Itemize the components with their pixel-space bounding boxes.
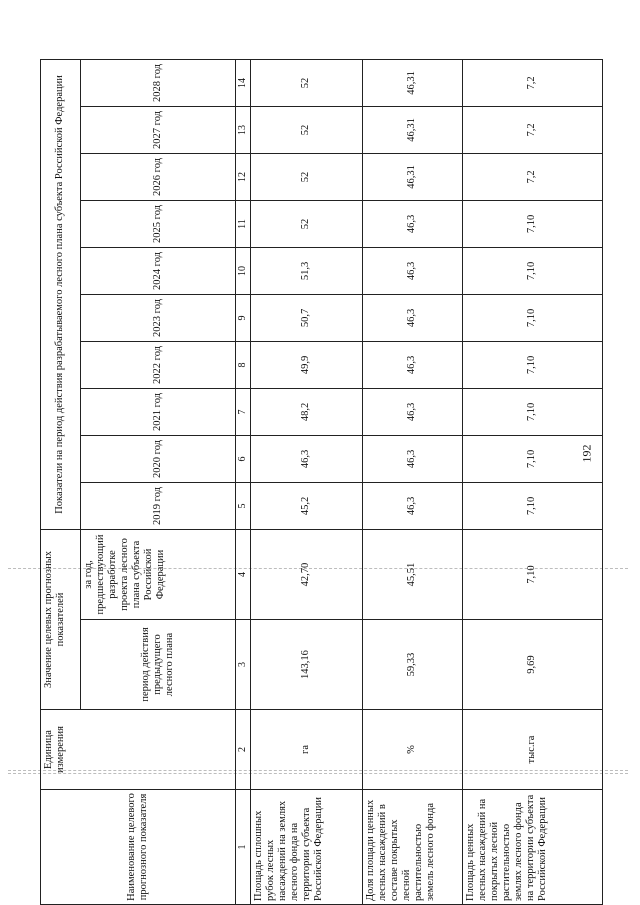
row-value-2020: 7,10 [462,435,602,482]
row-indicator-name: Доля площади ценных лесных насаждений в составе покрытых лесной растительностью земель лесного фонда [362,790,462,905]
row-value-2023: 7,10 [462,294,602,341]
row-value-2026: 46,31 [362,153,462,200]
column-number: 6 [236,435,251,482]
row-prev-value: 143,16 [250,620,362,710]
column-number: 12 [236,153,251,200]
row-prev-value: 59,33 [362,620,462,710]
row-value-2024: 7,10 [462,247,602,294]
column-number: 4 [236,529,251,619]
row-indicator-name: Площадь сплошных рубок лесных насаждений на землях лесного фонда на территории субъекта Российской Федерации [250,790,362,905]
row-value-2028: 52 [250,59,362,106]
row-unit: тыс.га [462,710,602,790]
header-unit: Единица измерения [41,710,236,790]
header-year-2022: 2022 год [81,341,236,388]
row-value-2021: 46,3 [362,388,462,435]
header-year-before: за год, предшествующий разработке проекта лесного плана субъекта Российской Федерации [81,529,236,619]
row-value-2028: 7,2 [462,59,602,106]
header-year-2020: 2020 год [81,435,236,482]
header-year-2027: 2027 год [81,106,236,153]
table-row [462,59,602,904]
row-last-value: 7,10 [462,529,602,619]
row-value-2027: 7,2 [462,106,602,153]
column-number: 8 [236,341,251,388]
header-year-2019: 2019 год [81,482,236,529]
row-value-2028: 46,31 [362,59,462,106]
page-number: 192 [579,444,594,463]
column-number: 10 [236,247,251,294]
row-value-2021: 7,10 [462,388,602,435]
header-target-values: Значение целевых прогнозных показателей [41,529,81,709]
row-unit: % [362,710,462,790]
column-number: 14 [236,59,251,106]
row-last-value: 42,70 [250,529,362,619]
header-year-2023: 2023 год [81,294,236,341]
row-value-2026: 7,2 [462,153,602,200]
header-year-2026: 2026 год [81,153,236,200]
column-number: 13 [236,106,251,153]
column-number: 5 [236,482,251,529]
header-year-2024: 2024 год [81,247,236,294]
header-prev-plan-period: период действия предыдущего лесного плана [81,620,236,710]
row-value-2023: 50,7 [250,294,362,341]
rotated-table-container [40,60,630,905]
column-number: 7 [236,388,251,435]
table-row [250,59,362,904]
row-value-2024: 46,3 [362,247,462,294]
row-value-2022: 7,10 [462,341,602,388]
row-value-2021: 48,2 [250,388,362,435]
column-number: 3 [236,620,251,710]
column-number: 9 [236,294,251,341]
row-value-2027: 52 [250,106,362,153]
row-value-2020: 46,3 [362,435,462,482]
row-value-2026: 52 [250,153,362,200]
header-year-2021: 2021 год [81,388,236,435]
row-value-2020: 46,3 [250,435,362,482]
column-number: 2 [236,710,251,790]
row-value-2025: 52 [250,200,362,247]
row-prev-value: 9,69 [462,620,602,710]
row-indicator-name: Площадь ценных лесных насаждений на покрытых лесной растительностью землях лесного фонда на территории субъекта Российской Федерации [462,790,602,905]
row-value-2025: 7,10 [462,200,602,247]
table-row [362,59,462,904]
row-value-2023: 46,3 [362,294,462,341]
row-last-value: 45,51 [362,529,462,619]
row-value-2019: 46,3 [362,482,462,529]
row-unit: га [250,710,362,790]
row-value-2025: 46,3 [362,200,462,247]
header-year-2028: 2028 год [81,59,236,106]
header-year-2025: 2025 год [81,200,236,247]
row-value-2024: 51,3 [250,247,362,294]
row-value-2019: 45,2 [250,482,362,529]
row-value-2019: 7,10 [462,482,602,529]
row-value-2022: 49,9 [250,341,362,388]
row-value-2027: 46,31 [362,106,462,153]
header-indicator-name: Наименование целевого прогнозного показателя [41,790,236,905]
row-value-2022: 46,3 [362,341,462,388]
header-forecast-group: Показатели на период действия разрабатываемого лесного плана субъекта Российской Федерации [41,59,81,529]
indicators-table [40,59,603,905]
column-number: 11 [236,200,251,247]
column-number: 1 [236,790,251,905]
